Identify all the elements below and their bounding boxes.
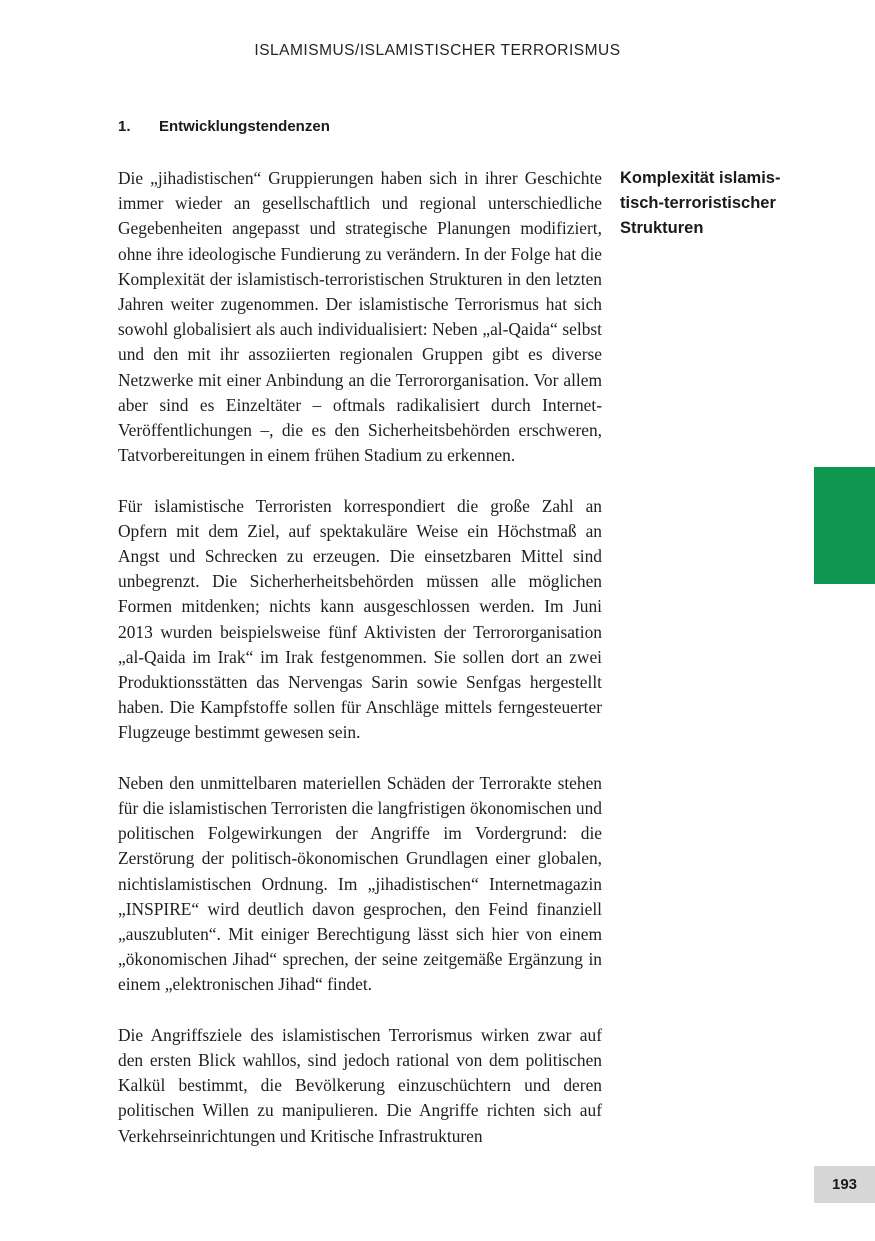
margin-note: Komplexität islamistisch-terroristischer Strukturen xyxy=(620,169,781,237)
paragraph: Die „jihadistischen“ Gruppierungen haben sich in ihrer Geschichte immer wieder an gesellschaftlich und regional unterschiedliche Gegebenheiten angepasst und strategische Planungen modifiziert, ohne ihre ideologische Fundierung zu verändern. In der Folge hat die Komplexität der islamistisch-terroristischen Strukturen in den letzten Jahren weiter zugenommen. Der islamistische Terrorismus hat sich sowohl globalisiert als auch individualisiert: Neben „al-Qaida“ selbst und den mit ihr assoziierten regionalen Gruppen gibt es diverse Netzwerke mit einer Anbindung an die Terrororganisation. Vor allem aber sind es Einzeltäter – oftmals radikalisiert durch Internet-Veröffentlichungen –, die es den Sicherheitsbehörden erschweren, Tatvorbereitungen in einem frühen Stadium zu erkennen. xyxy=(118,168,602,466)
paragraph: Für islamistische Terroristen korrespondiert die große Zahl an Opfern mit dem Ziel, auf spektakuläre Weise ein Höchstmaß an Angst und Schrecken zu erzeugen. Die einsetzbaren Mittel sind unbegrenzt. Die Sicherherheitsbehörden müssen alle möglichen Formen mitdenken; nichts kann ausgeschlossen werden. Im Juni 2013 wurden beispielsweise fünf Aktivisten der Terrororganisation „al-Qaida im Irak“ im Irak festgenommen. Sie sollen dort an zwei Produktionsstätten das Nervengas Sarin sowie Senfgas hergestellt haben. Die Kampfstoffe sollen für Anschläge mittels ferngesteuerter Flugzeuge bestimmt gewesen sein. xyxy=(118,495,602,743)
paragraph: Neben den unmittelbaren materiellen Schäden der Terrorakte stehen für die islamistischen Terroristen die langfristigen ökonomischen und politischen Folgewirkungen der Angriffe im Vordergrund: die Zerstörung der politisch-ökonomischen Grundlagen einer globalen, nichtislamistischen Ordnung. Im „jihadistischen“ Internetmagazin „INSPIRE“ wird deutlich davon gesprochen, den Feind finanziell „auszubluten“. Mit einiger Berechtigung lässt sich hier von einem „ökonomischen Jihad“ sprechen, der seine zeitgemäße Ergänzung in einem „elektronischen Jihad“ findet. xyxy=(118,772,602,995)
section-title: Entwicklungstendenzen xyxy=(159,118,330,135)
body-text xyxy=(118,166,602,1174)
paragraph: Die Angriffsziele des islamistischen Terrorismus wirken zwar auf den ersten Blick wahllos, sind jedoch rational von dem politischen Kalkül bestimmt, die Bevölkerung einzuschüchtern und deren politischen Willen zu manipulieren. Die Angriffe richten sich auf Verkehrseinrichtungen und Kritische Infrastrukturen xyxy=(118,1024,602,1146)
section-heading xyxy=(118,118,330,135)
running-head: ISLAMISMUS/ISLAMISTISCHER TERRORISMUS xyxy=(254,42,621,59)
page-number: 193 xyxy=(814,1166,875,1203)
section-number: 1. xyxy=(118,118,131,135)
chapter-tab-marker xyxy=(814,467,875,584)
